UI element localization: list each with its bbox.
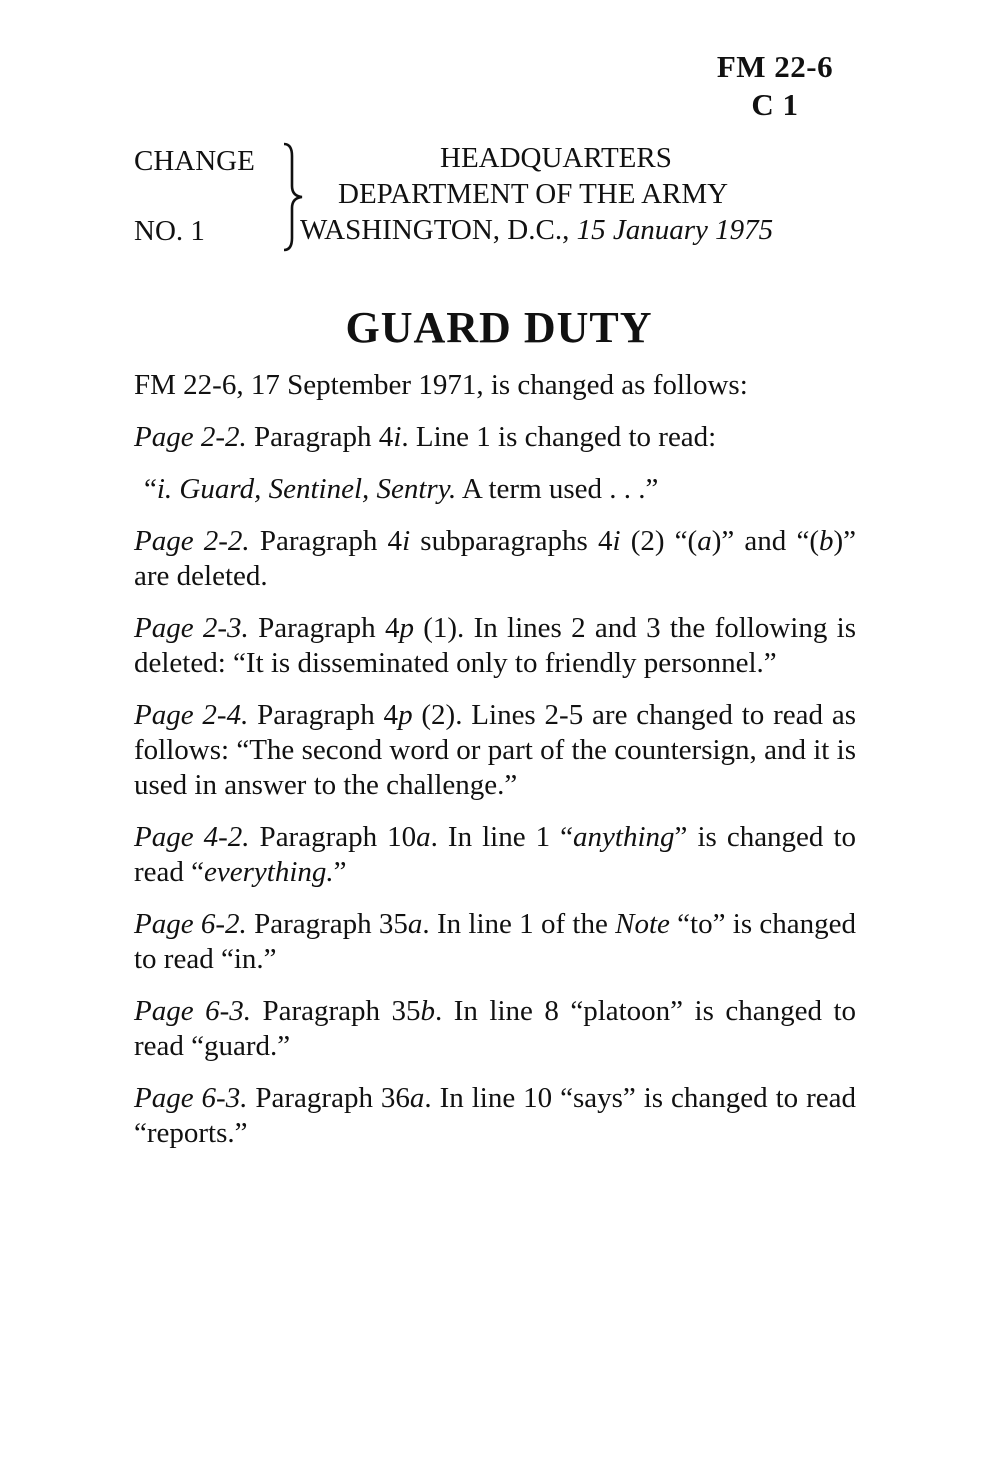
change-item: Page 4-2. Paragraph 10a. In line 1 “anything” is changed to read “everything.” [134,821,857,888]
intro-line: FM 22-6, 17 September 1971, is changed as follows: [134,369,748,401]
change-item: Page 6-3. Paragraph 35b. In line 8 “platoon” is changed to read “guard.” [134,995,857,1062]
page-ref: Page 2-3. [134,612,249,644]
hq-place: WASHINGTON, D.C., [300,214,570,246]
change-item: Page 2-2. Paragraph 4i subparagraphs 4i (2) “(a)” and “(b)” are deleted. [134,525,857,592]
page-ref: Page 6-3. [134,995,251,1027]
page-ref: Page 2-4. [134,699,249,731]
document-title: GUARD DUTY [345,303,653,352]
fm-number: FM 22-6 [716,49,834,84]
headquarters-block [300,140,860,248]
page-ref: Page 6-2. [134,908,247,940]
page-ref: Page 2-2. [134,525,250,557]
hq-line-department: DEPARTMENT OF THE ARMY [338,178,729,210]
change-number: NO. 1 [134,215,205,247]
change-label: CHANGE [134,145,255,177]
hq-line-headquarters: HEADQUARTERS [440,142,672,174]
change-code: C 1 [751,87,799,122]
change-item: Page 6-3. Paragraph 36a. In line 10 “says” is changed to read “reports.” [134,1082,857,1149]
page-ref: Page 4-2. [134,821,250,853]
page-ref: Page 6-3. [134,1082,248,1114]
change-quote: “i. Guard, Sentinel, Sentry. A term used . . .” [144,473,659,505]
hq-line-location-date [300,212,860,248]
change-list [134,368,856,1168]
change-item: Page 2-4. Paragraph 4p (2). Lines 2-5 are changed to read as follows: “The second word or part of the countersign, and it is used in answer to the challenge.” [134,699,857,801]
change-item: Page 2-2. Paragraph 4i. Line 1 is changed to read: [134,421,717,453]
page-ref: Page 2-2. [134,421,247,453]
fm-header [690,48,860,124]
change-item: Page 6-2. Paragraph 35a. In line 1 of the Note “to” is changed to read “in.” [134,908,857,975]
change-item: Page 2-3. Paragraph 4p (1). In lines 2 and 3 the following is deleted: “It is disseminated only to friendly personnel.” [134,612,856,679]
hq-date: 15 January 1975 [576,214,774,246]
